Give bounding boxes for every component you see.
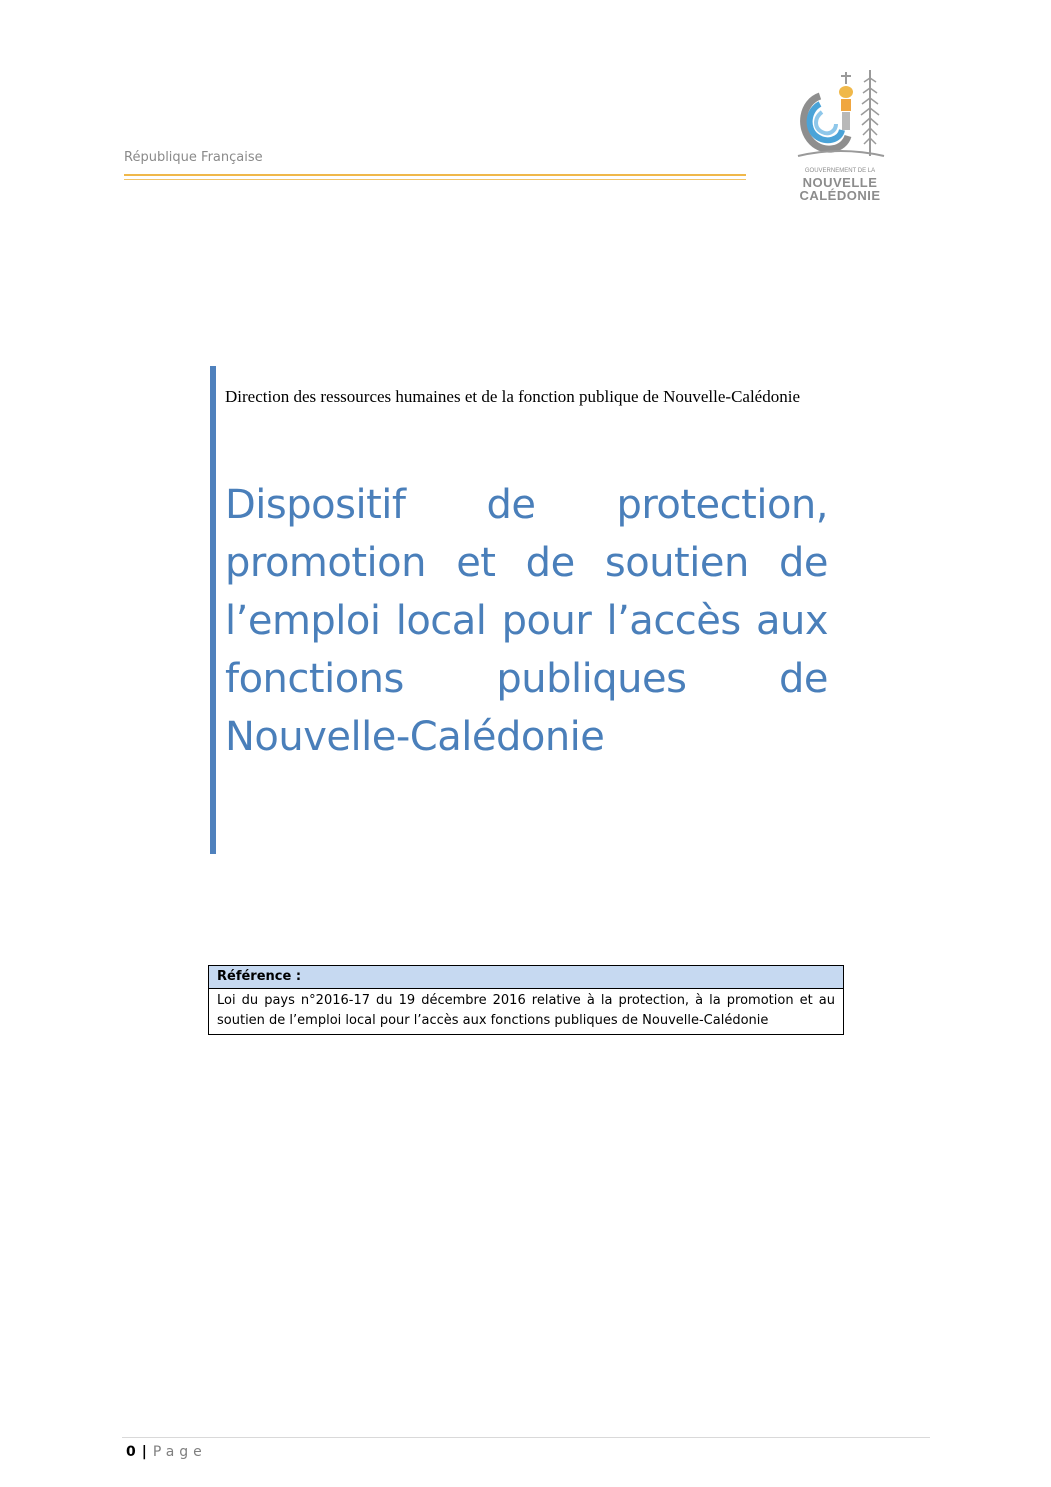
- logo-gouvernement-text: GOUVERNEMENT DE LA: [804, 168, 876, 174]
- logo-nouvelle-text: NOUVELLE: [802, 175, 878, 190]
- republique-francaise-label: République Française: [124, 150, 263, 165]
- nouvelle-caledonie-emblem-icon: [790, 66, 890, 166]
- footer-separator: |: [141, 1444, 147, 1460]
- reference-heading: Référence :: [209, 966, 843, 989]
- logo-caledonie-text: CALÉDONIE: [799, 188, 881, 203]
- header-rule-thick: [124, 174, 746, 176]
- nouvelle-caledonie-logo: [790, 66, 890, 214]
- document-title: Dispositif de protection, promotion et de soutien de l’emploi local pour l’accès aux fonctions publiques de Nouvelle-Calédonie: [225, 482, 828, 760]
- footer-rule: [122, 1437, 930, 1438]
- document-header: [124, 150, 746, 165]
- logo-wordmark: [790, 168, 890, 202]
- reference-table: [208, 965, 844, 1035]
- cover-title-block: [210, 366, 830, 854]
- page-label: Page: [152, 1444, 207, 1460]
- header-rule-thin: [124, 179, 746, 180]
- page-number: 0: [126, 1444, 136, 1460]
- title-accent-bar: [210, 366, 216, 854]
- reference-text: Loi du pays n°2016-17 du 19 décembre 2016 relative à la protection, à la promotion et au soutien de l’emploi local pour l’accès aux fonctions publiques de Nouvelle-Calédonie: [217, 993, 835, 1028]
- page-footer: [126, 1444, 207, 1460]
- direction-subtitle: Direction des ressources humaines et de la fonction publique de Nouvelle-Calédonie: [225, 387, 800, 406]
